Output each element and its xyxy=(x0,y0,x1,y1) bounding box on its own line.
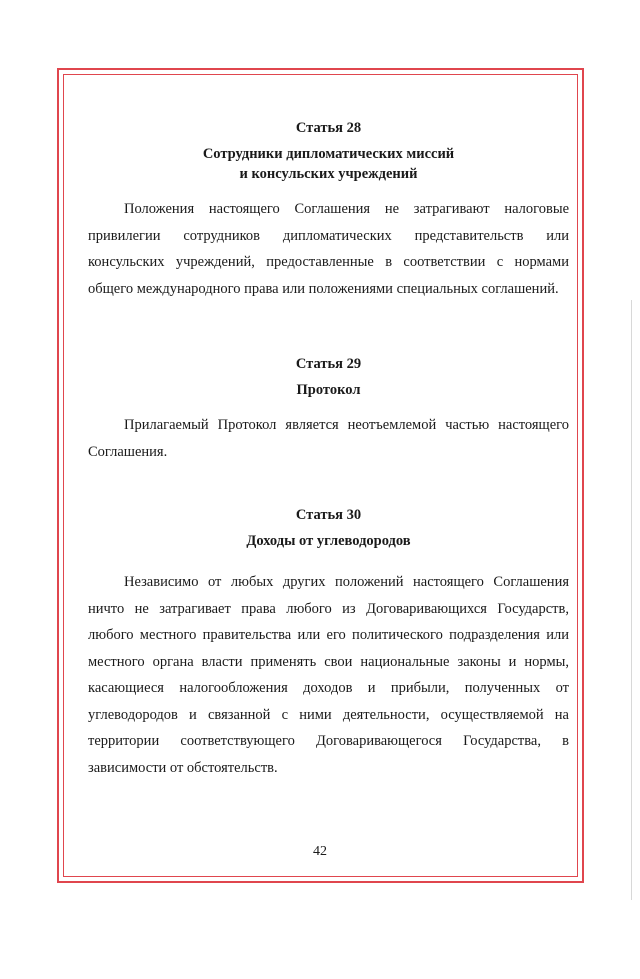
scan-edge-line xyxy=(631,300,632,900)
article-28 xyxy=(88,118,569,302)
article-paragraph: Прилагаемый Протокол является неотъемлемой частью настоящего Соглашения. xyxy=(88,417,569,460)
article-paragraph: Независимо от любых других положений настоящего Соглашения ничто не затрагивает права любого из Договаривающихся Государств, любого местного правительства или его политического подразделения или местного органа власти применять свои национальные законы и нормы, касающиеся налогообложения доходов и прибыли, полученных от углеводородов и связанной с ними деятельности, осуществляемой на территории соответствующего Договаривающегося Государства, в зависимости от обстоятельств. xyxy=(88,574,569,776)
page-number: 42 xyxy=(313,844,327,859)
article-title-line: Доходы от углеводородов xyxy=(246,533,411,549)
document-body xyxy=(88,118,569,781)
article-29 xyxy=(88,354,569,465)
article-paragraph: Положения настоящего Соглашения не затрагивают налоговые привилегии сотрудников дипломатических представительств или консульских учреждений, предоставленные в соответствии с нормами общего международного права или положениями специальных соглашений. xyxy=(88,201,569,297)
article-number: Статья 29 xyxy=(295,356,362,372)
article-number: Статья 28 xyxy=(295,120,362,136)
article-title-line: и консульских учреждений xyxy=(239,166,418,182)
article-title-line: Сотрудники дипломатических миссий xyxy=(202,146,455,162)
article-30 xyxy=(88,505,569,781)
article-title-line: Протокол xyxy=(296,382,361,398)
article-number: Статья 30 xyxy=(295,507,362,523)
